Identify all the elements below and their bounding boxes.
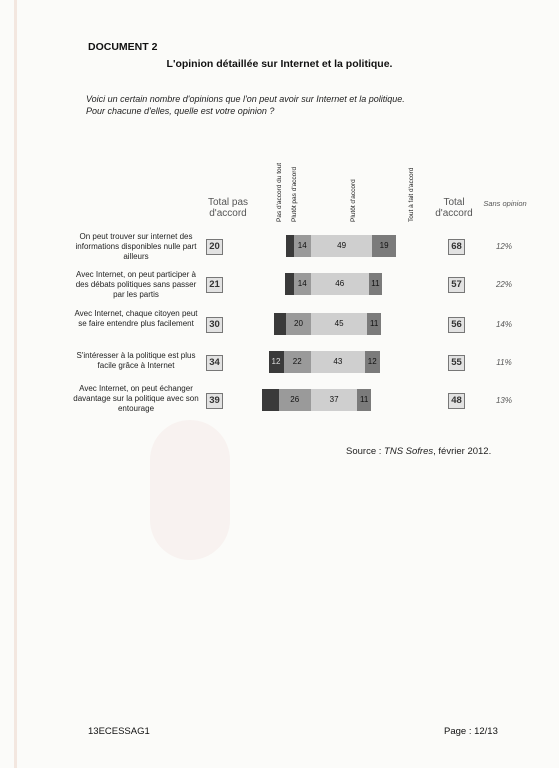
- bar-somewhat-agree: 43: [311, 351, 365, 373]
- no-opinion-value: 22%: [495, 280, 512, 289]
- bar-strongly-agree: 11: [369, 273, 383, 295]
- bar-strongly-disagree: [286, 235, 294, 257]
- bar-strongly-agree: 11: [357, 389, 371, 411]
- column-header-strongly-agree: Tout à fait d'accord: [408, 167, 415, 222]
- bar-strongly-disagree: [285, 273, 294, 295]
- column-header-somewhat-disagree: Plutôt pas d'accord: [291, 166, 298, 222]
- total-disagree-value: 39: [206, 393, 223, 409]
- header-no-opinion: Sans opinion: [483, 199, 527, 208]
- no-opinion-value: 14%: [495, 320, 512, 329]
- bar-somewhat-disagree: 22: [284, 351, 312, 373]
- document-label: DOCUMENT 2: [88, 41, 158, 53]
- total-disagree-value: 30: [206, 317, 223, 333]
- bar-strongly-agree: 12: [365, 351, 380, 373]
- bar-somewhat-agree: 49: [311, 235, 372, 257]
- bar-strongly-agree: 19: [372, 235, 396, 257]
- bar-strongly-agree: 11: [367, 313, 381, 335]
- total-agree-value: 55: [448, 355, 465, 371]
- bar-somewhat-disagree: 14: [294, 273, 312, 295]
- page-edge: [14, 0, 17, 768]
- document-intro: [86, 93, 405, 117]
- header-total-disagree: Total pas d'accord: [207, 197, 249, 219]
- paper-stain: [150, 420, 230, 560]
- bar-somewhat-agree: 46: [311, 273, 369, 295]
- source-name: TNS Sofres: [384, 446, 434, 457]
- total-disagree-value: 21: [206, 277, 223, 293]
- source-suffix: , février 2012.: [433, 446, 492, 457]
- intro-line-1: Voici un certain nombre d'opinions que l'on peut avoir sur Internet et la politique.: [86, 94, 405, 104]
- statement-label: S'intéresser à la politique est plus facile grâce à Internet: [76, 351, 196, 370]
- total-disagree-value: 20: [206, 239, 223, 255]
- bar-somewhat-agree: 37: [311, 389, 357, 411]
- source-note: [346, 446, 491, 457]
- bar-strongly-disagree: [274, 313, 287, 335]
- bar-strongly-disagree: 12: [269, 351, 284, 373]
- bar-somewhat-disagree: 20: [286, 313, 311, 335]
- footer-code: 13ECESSAG1: [88, 726, 150, 737]
- total-agree-value: 57: [448, 277, 465, 293]
- source-prefix: Source :: [346, 446, 385, 457]
- statement-label: Avec Internet, on peut échanger davantage sur la politique avec son entourage: [73, 384, 199, 413]
- footer-page-number: Page : 12/13: [444, 726, 498, 737]
- no-opinion-value: 13%: [495, 396, 512, 405]
- statement-label: On peut trouver sur internet des informations disponibles nulle part ailleurs: [75, 232, 197, 261]
- total-agree-value: 48: [448, 393, 465, 409]
- column-header-strongly-disagree: Pas d'accord du tout: [276, 162, 283, 222]
- total-agree-value: 68: [448, 239, 465, 255]
- total-disagree-value: 34: [206, 355, 223, 371]
- statement-label: Avec Internet, on peut participer à des débats politiques sans passer par les partis: [75, 270, 197, 299]
- document-title: L'opinion détaillée sur Internet et la politique.: [166, 58, 393, 70]
- bar-somewhat-disagree: 26: [279, 389, 312, 411]
- statement-label: Avec Internet, chaque citoyen peut se faire entendre plus facilement: [74, 309, 198, 328]
- no-opinion-value: 12%: [495, 242, 512, 251]
- header-total-agree: Total d'accord: [435, 197, 473, 219]
- total-agree-value: 56: [448, 317, 465, 333]
- no-opinion-value: 11%: [496, 358, 512, 367]
- bar-somewhat-disagree: 14: [294, 235, 312, 257]
- column-header-somewhat-agree: Plutôt d'accord: [350, 179, 357, 222]
- bar-strongly-disagree: [262, 389, 278, 411]
- intro-line-2: Pour chacune d'elles, quelle est votre opinion ?: [86, 106, 275, 116]
- bar-somewhat-agree: 45: [311, 313, 367, 335]
